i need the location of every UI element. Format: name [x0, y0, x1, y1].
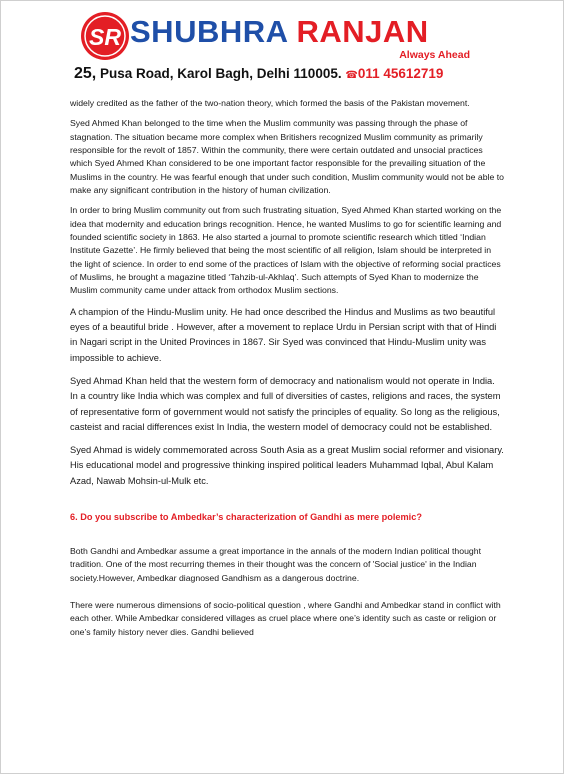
answer-paragraph: There were numerous dimensions of socio-political question , where Gandhi and Ambedkar stand in conflict with each other. While Ambedkar considered villages as cruel place where one’s identity such as caste or religion or one’s family history never dies. Gandhi believed	[70, 600, 501, 637]
brand-logo-icon	[79, 10, 131, 62]
brand-name-last: RANJAN	[296, 14, 429, 49]
body-paragraph: A champion of the Hindu-Muslim unity. He had once described the Hindus and Muslims as two beautiful eyes of a beautiful bride . However, after a movement to replace Urdu in Persian script with that of Hindi in Nagari script in the United Provinces in 1867. Sir Syed was convinced that Hindu-Muslim unity was impossible to achieve.	[70, 306, 497, 363]
body-paragraph: widely credited as the father of the two-nation theory, which formed the basis of the Pakistan movement.	[70, 98, 470, 108]
address-text: Pusa Road, Karol Bagh, Delhi 110005.	[96, 66, 342, 81]
body-paragraph: Syed Ahmad is widely commemorated across South Asia as a great Muslim social reformer and visionary. His educational model and progressive thinking inspired political leaders Muhammad Iqbal, Abul Kalam Azad, Nawab Mohsin-ul-Mulk etc.	[70, 445, 504, 486]
brand-tagline: Always Ahead	[399, 49, 470, 61]
svg-text:SR: SR	[89, 24, 121, 50]
body-paragraph: In order to bring Muslim community out from such frustrating situation, Syed Ahmed Khan started working on the idea that modernity and education brings recognition. Hence, he wanted Muslims to go for scientific learning and founded scientific society in 1863. He also started a journal to promote scientific research which titled ‘Indian Institute Gazette’. He firmly believed that being the most scientific of all religion, Islam should be interpreted in the light of science. In order to end some of the practices of Islam with the objective of reforming social practices of Muslims, he brought a magazine titled ‘Tahzib-ul-Akhlaq’. Such attempts of Syed Khan to modernize the Muslim community came under attack from orthodox Muslim sections.	[70, 205, 502, 296]
brand-name	[130, 14, 429, 50]
answer-paragraph: Both Gandhi and Ambedkar assume a great importance in the annals of the modern Indian political thought tradition. One of the most recurring themes in their thought was the concern of 'Social justice' in the Indian society.However, Ambedkar diagnosed Gandhism as a dangerous doctrine.	[70, 546, 481, 583]
phone-icon: ☎	[345, 70, 358, 81]
address-line	[74, 66, 443, 84]
question-heading: 6. Do you subscribe to Ambedkar’s characterization of Gandhi as mere polemic?	[70, 512, 422, 523]
body-paragraph: Syed Ahmad Khan held that the western form of democracy and nationalism would not operate in India. In a country like India which was complex and full of diversities of castes, religions and races, the system of representative form of government would not satisfy the principles of equality. So long as the religious, casteist and racial differences exist In India, the western model of democracy could not be established.	[70, 376, 501, 432]
phone-number: 011 45612719	[357, 66, 444, 81]
brand-name-first: SHUBHRA	[130, 14, 288, 49]
body-paragraph: Syed Ahmed Khan belonged to the time when the Muslim community was passing through the phase of stagnation. The situation became more complex when Britishers recognized Muslim community as primarily responsible for the revolt of 1857. Within the community, there were certain outdated and unsocial practices which Syed Ahmed Khan considered to be one important factor responsible for the prevailing situation of the Muslims in the country. He was fearful enough that under such condition, Muslim community would not be able to make any significant contribution in the history of human civilization.	[70, 118, 504, 196]
document-body	[70, 97, 504, 639]
address-number: 25,	[74, 65, 97, 82]
letterhead	[0, 0, 564, 92]
